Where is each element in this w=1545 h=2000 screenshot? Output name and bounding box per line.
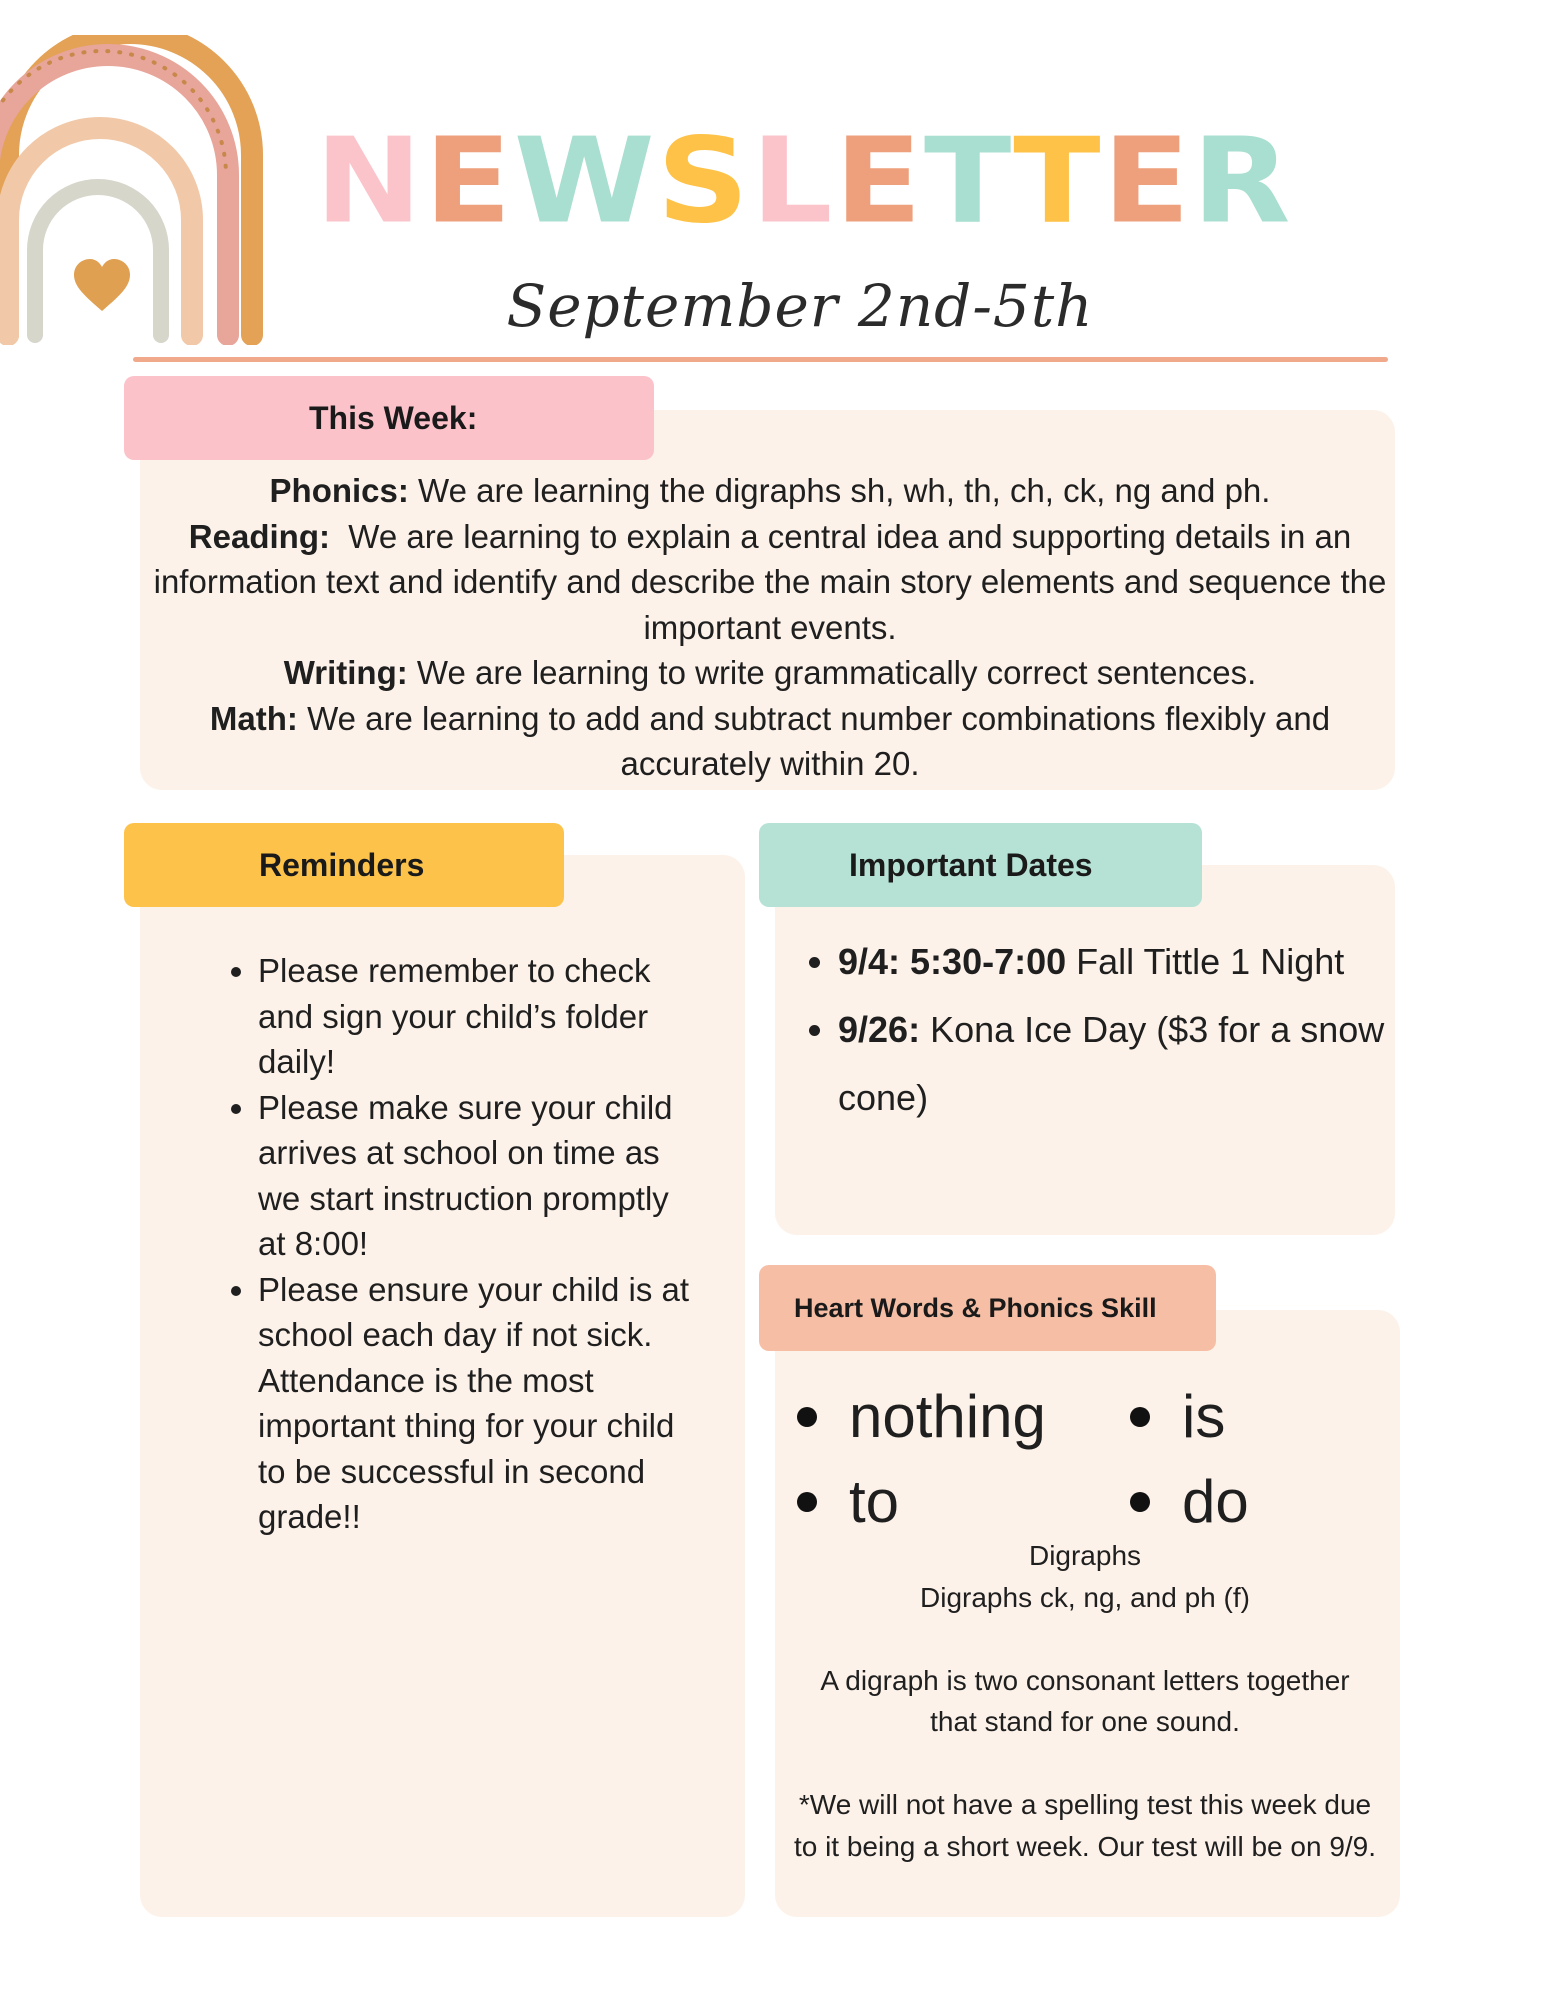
date-text: Fall Tittle 1 Night <box>1066 941 1345 982</box>
bullet-icon <box>1130 1407 1150 1427</box>
math-line <box>150 696 1390 787</box>
important-dates-list <box>800 928 1428 1132</box>
title-letter: E <box>424 113 514 251</box>
phonics-text: We are learning the digraphs sh, wh, th, ch, ck, ng and ph. <box>408 472 1271 509</box>
reading-line <box>150 514 1396 651</box>
date-label: 9/4: 5:30-7:00 <box>838 941 1067 982</box>
writing-label: Writing: <box>283 654 408 691</box>
digraphs-title: Digraphs <box>1028 1540 1142 1571</box>
bullet-icon <box>797 1492 817 1512</box>
digraphs-subtitle: Digraphs ck, ng, and ph (f) <box>920 1581 1250 1613</box>
title-letter: E <box>834 113 924 251</box>
title-letter: N <box>315 113 425 251</box>
header-divider <box>133 357 1388 362</box>
title-letter: T <box>923 113 1014 251</box>
reminder-item: • Please remember to check and sign your child’s folder daily! <box>258 948 698 1085</box>
date-label: 9/26: <box>838 1009 921 1050</box>
rainbow-arc-inner <box>35 187 161 335</box>
title-letter: E <box>1102 113 1192 251</box>
heart-word: do <box>1130 1460 1249 1544</box>
phonics-skill-text <box>785 1535 1385 1867</box>
reminders-list <box>218 948 698 1540</box>
newsletter-title <box>315 113 1293 251</box>
this-week-content <box>150 468 1396 787</box>
this-week-heading: This Week: <box>124 376 654 460</box>
heart-word: to <box>797 1460 899 1544</box>
title-letter: S <box>656 113 751 251</box>
bullet-icon <box>1130 1492 1150 1512</box>
math-text: We are learning to add and subtract number combinations flexibly and accurately within 20. <box>297 699 1331 782</box>
title-letter: R <box>1192 113 1293 251</box>
reading-text: We are learning to explain a central idea and supporting details in an information text and identify and describe the main story elements and sequence the important events. <box>153 517 1396 646</box>
bullet-icon <box>797 1407 817 1427</box>
digraph-definition: A digraph is two consonant letters together that stand for one sound. <box>820 1664 1350 1737</box>
math-label: Math: <box>209 699 298 737</box>
heart-word: nothing <box>797 1375 1046 1459</box>
reminder-item: • Please ensure your child is at school each day if not sick. Attendance is the most important thing for your child to be successful in second grade!! <box>258 1267 698 1540</box>
date-item <box>838 928 1428 996</box>
heart-word: is <box>1130 1375 1225 1459</box>
reading-label: Reading: <box>188 517 330 555</box>
phonics-line <box>150 468 1390 514</box>
title-letter: T <box>1013 113 1103 251</box>
title-letter: W <box>513 113 657 251</box>
rainbow-heart-illustration <box>0 35 290 345</box>
date-text: Kona Ice Day ($3 for a snow cone) <box>838 1009 1385 1118</box>
writing-line <box>150 650 1390 696</box>
important-dates-heading: Important Dates <box>759 823 1202 907</box>
newsletter-date-range: September 2nd-5th <box>506 272 1094 340</box>
phonics-label: Phonics: <box>269 472 409 509</box>
reminder-item: • Please make sure your child arrives at school on time as we start instruction promptly at 8:00! <box>258 1085 698 1267</box>
spelling-test-note: *We will not have a spelling test this week due to it being a short week. Our test will be on 9/9. <box>793 1789 1377 1862</box>
heart-icon <box>74 259 130 311</box>
title-letter: L <box>750 113 835 251</box>
date-item <box>838 996 1428 1132</box>
reminders-heading: Reminders <box>124 823 564 907</box>
writing-text: We are learning to write grammatically correct sentences. <box>407 654 1257 691</box>
heart-words-heading: Heart Words & Phonics Skill <box>759 1265 1216 1351</box>
